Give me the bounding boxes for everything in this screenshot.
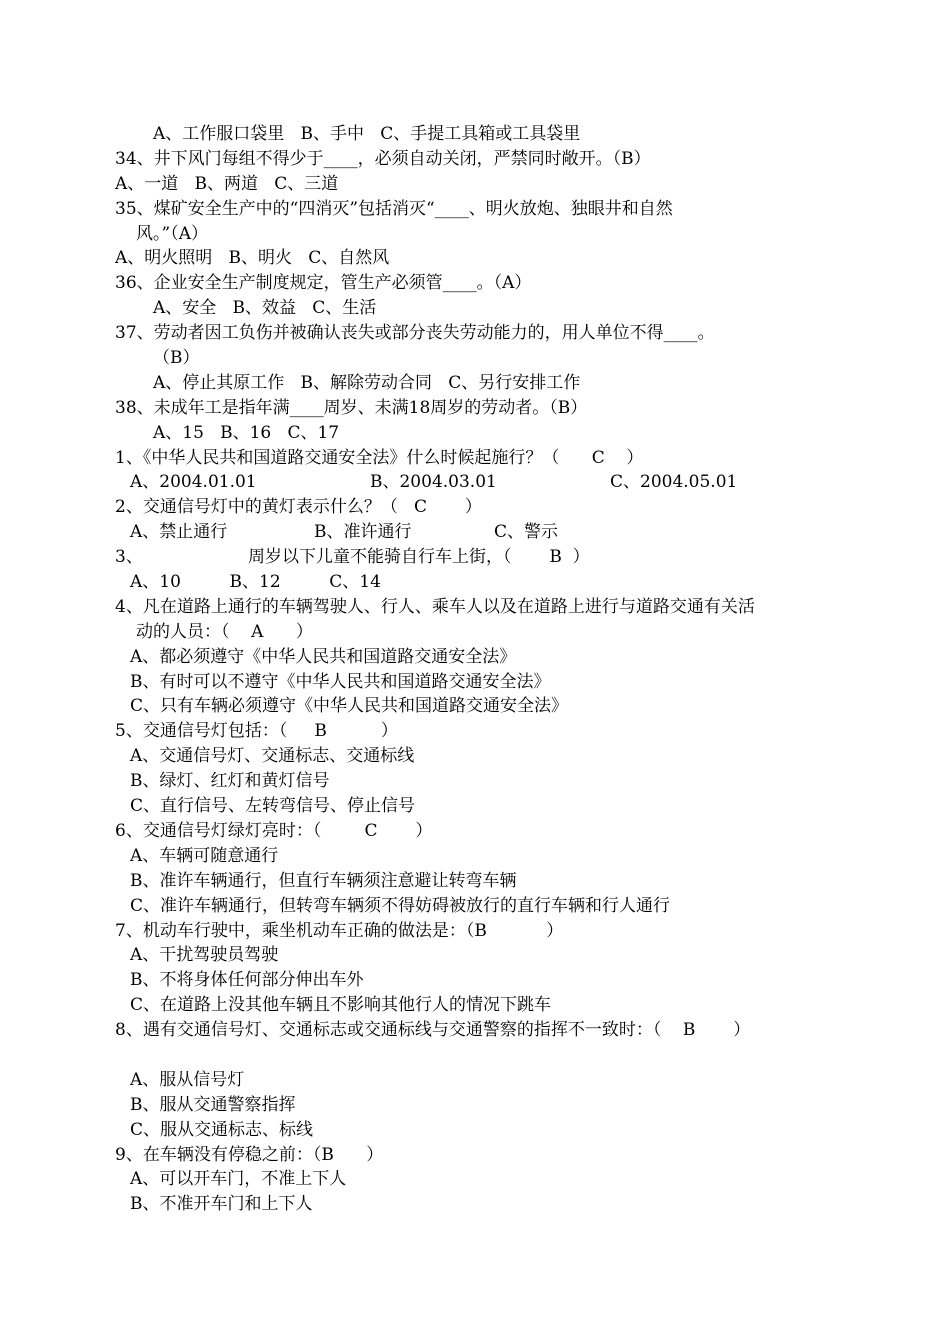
text-line: 风。”（A）	[136, 223, 208, 244]
question-text: 周岁以下儿童不能骑自行车上街，（ B ）	[248, 547, 590, 568]
option-b: B、准许车辆通行，但直行车辆须注意避让转弯车辆	[130, 870, 517, 891]
option-b: B、2004.03.01	[370, 472, 497, 493]
question-9: 9、在车辆没有停稳之前：（B ）	[115, 1144, 384, 1165]
option-a: A、可以开车门，不准上下人	[130, 1169, 347, 1190]
question-36: 36、企业安全生产制度规定，管生产必须管____。（A）	[115, 273, 532, 294]
answer-options: A、停止其原工作 B、解除劳动合同 C、另行安排工作	[153, 372, 581, 393]
option-c: C、在道路上没其他车辆且不影响其他行人的情况下跳车	[130, 995, 552, 1016]
question-34: 34、井下风门每组不得少于____，必须自动关闭，严禁同时敞开。（B）	[115, 148, 651, 169]
option-a: A、禁止通行	[130, 522, 228, 543]
document-page	[0, 122, 950, 1217]
blank-line	[0, 1043, 950, 1068]
question-number: 3、	[115, 547, 143, 568]
question-8: 8、遇有交通信号灯、交通标志或交通标线与交通警察的指挥不一致时：（ B ）	[115, 1020, 751, 1041]
question-35: 35、煤矿安全生产中的“四消灭”包括消灭“____、明火放炮、独眼井和自然	[115, 198, 673, 219]
option-a: A、交通信号灯、交通标志、交通标线	[130, 746, 415, 767]
option-a: A、服从信号灯	[130, 1069, 245, 1090]
option-a: A、干扰驾驶员驾驶	[130, 945, 279, 966]
question-1: 1、《中华人民共和国道路交通安全法》什么时候起施行？（ C ）	[115, 447, 644, 468]
question-37: 37、劳动者因工负伤并被确认丧失或部分丧失劳动能力的，用人单位不得____。	[115, 323, 715, 344]
option-b: B、有时可以不遵守《中华人民共和国道路交通安全法》	[130, 671, 551, 692]
option-b: B、服从交通警察指挥	[130, 1094, 296, 1115]
option-c: C、只有车辆必须遵守《中华人民共和国道路交通安全法》	[130, 696, 569, 717]
option-c: C、服从交通标志、标线	[130, 1119, 314, 1140]
answer-options: A、10 B、12 C、14	[130, 572, 381, 593]
answer-options: A、安全 B、效益 C、生活	[153, 298, 377, 319]
question-7: 7、机动车行驶中，乘坐机动车正确的做法是：（B ）	[115, 920, 564, 941]
option-b: B、绿灯、红灯和黄灯信号	[130, 771, 330, 792]
question-6: 6、交通信号灯绿灯亮时：（ C ）	[115, 820, 433, 841]
option-b: B、准许通行	[314, 522, 412, 543]
answer-options-row	[0, 470, 950, 495]
option-a: A、2004.01.01	[130, 472, 257, 493]
option-a: A、车辆可随意通行	[130, 845, 279, 866]
answer-options: A、一道 B、两道 C、三道	[115, 173, 339, 194]
text-line: （B）	[153, 348, 200, 369]
question-5: 5、交通信号灯包括：（ B ）	[115, 721, 398, 742]
answer-options: A、15 B、16 C、17	[153, 422, 340, 443]
option-b: B、不将身体任何部分伸出车外	[130, 970, 364, 991]
answer-options: A、明火照明 B、明火 C、自然风	[115, 248, 390, 269]
option-b: B、不准开车门和上下人	[130, 1194, 313, 1215]
answer-options-row	[0, 520, 950, 545]
question-4: 4、凡在道路上通行的车辆驾驶人、行人、乘车人以及在道路上进行与道路交通有关活	[115, 596, 755, 617]
question-3	[0, 545, 950, 570]
question-38: 38、未成年工是指年满____周岁、未满18周岁的劳动者。（B）	[115, 397, 588, 418]
text-line: 动的人员：（ A ）	[136, 621, 313, 642]
option-c: C、警示	[494, 522, 559, 543]
option-c: C、直行信号、左转弯信号、停止信号	[130, 796, 416, 817]
option-c: C、2004.05.01	[610, 472, 738, 493]
option-c: C、准许车辆通行，但转弯车辆须不得妨碍被放行的直行车辆和行人通行	[130, 895, 671, 916]
question-2: 2、交通信号灯中的黄灯表示什么？（ C ）	[115, 497, 482, 518]
option-a: A、都必须遵守《中华人民共和国道路交通安全法》	[130, 646, 517, 667]
text-line: A、工作服口袋里 B、手中 C、手提工具箱或工具袋里	[153, 124, 581, 144]
